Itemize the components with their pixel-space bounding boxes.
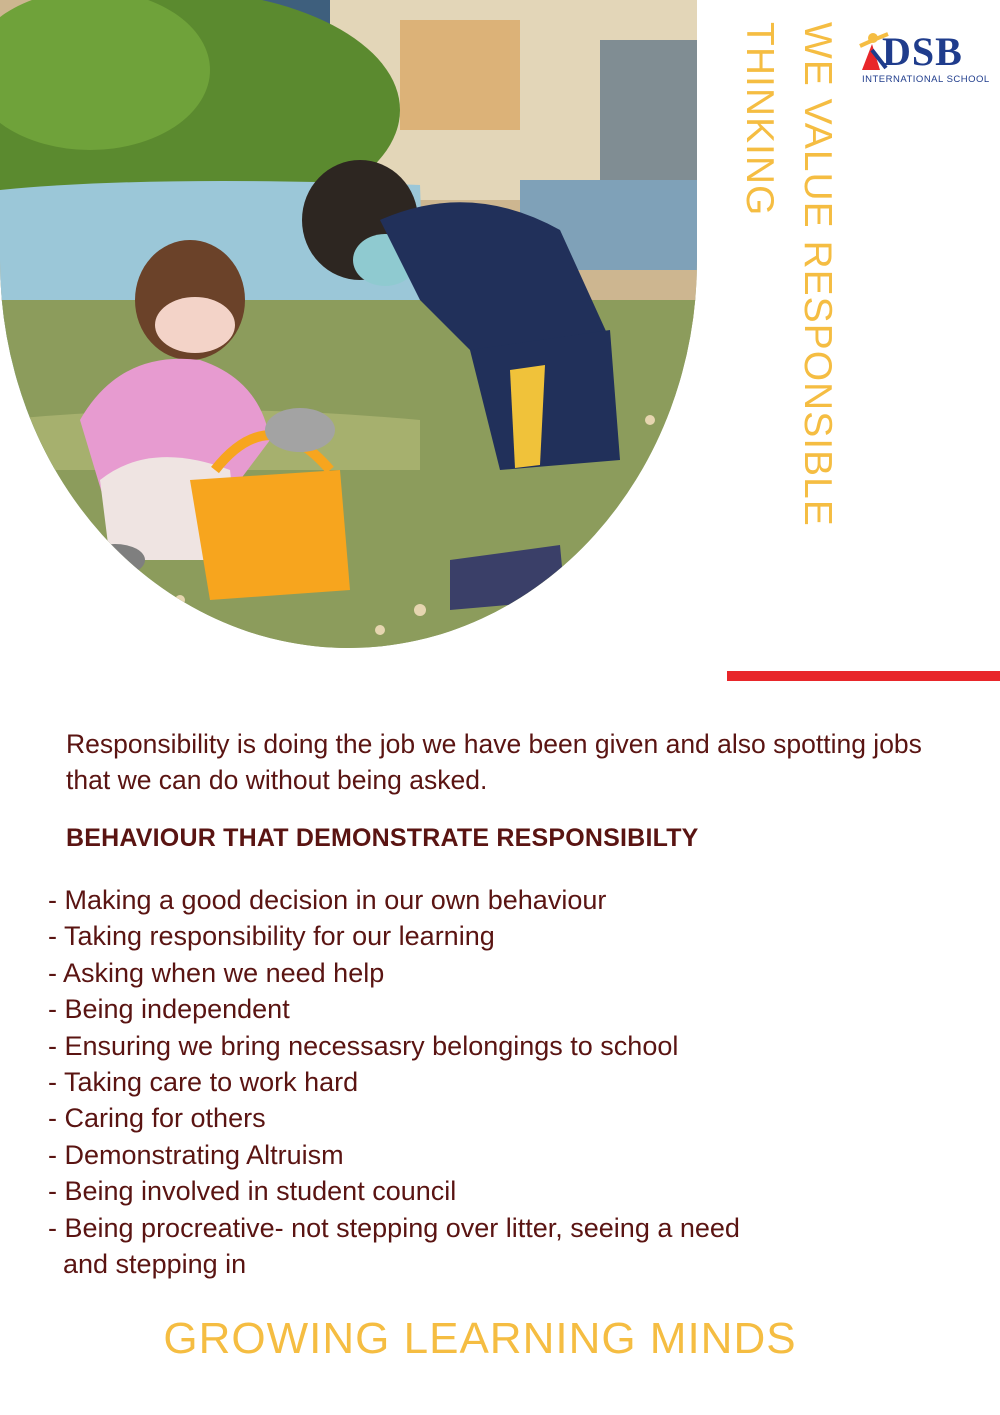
- list-item: - Taking responsibility for our learning: [48, 921, 495, 952]
- list-item: - Taking care to work hard: [48, 1067, 359, 1098]
- list-item: and stepping in: [48, 1249, 247, 1280]
- list-item: - Caring for others: [48, 1103, 266, 1134]
- children-photo: [0, 0, 697, 648]
- accent-divider: [727, 671, 1000, 681]
- list-item: - Being procreative- not stepping over litter, seeing a need: [48, 1212, 740, 1243]
- behaviours-heading: BEHAVIOUR THAT DEMONSTRATE RESPONSIBILTY: [66, 824, 699, 852]
- page-title: [730, 22, 846, 527]
- list-item: - Demonstrating Altruism: [48, 1139, 344, 1170]
- logo-subtitle: INTERNATIONAL SCHOOL: [862, 74, 990, 85]
- list-item: - Making a good decision in our own behaviour: [48, 885, 607, 915]
- behaviours-list: [48, 882, 948, 1282]
- logo-text: DSB: [882, 29, 963, 74]
- intro-paragraph: Responsibility is doing the job we have been given and also spotting jobs that we can do without being asked.: [66, 729, 922, 795]
- school-logo: [858, 29, 990, 88]
- list-item: - Ensuring we bring necessasry belongings to school: [48, 1030, 679, 1061]
- page-title-line-2: THINKING: [738, 22, 781, 217]
- list-item: - Being independent: [48, 994, 290, 1025]
- footer-slogan: GROWING LEARNING MINDS: [163, 1314, 797, 1363]
- page-title-line-1: WE VALUE RESPONSIBLE: [796, 22, 839, 527]
- list-item: - Asking when we need help: [48, 957, 385, 988]
- list-item: - Being involved in student council: [48, 1176, 457, 1207]
